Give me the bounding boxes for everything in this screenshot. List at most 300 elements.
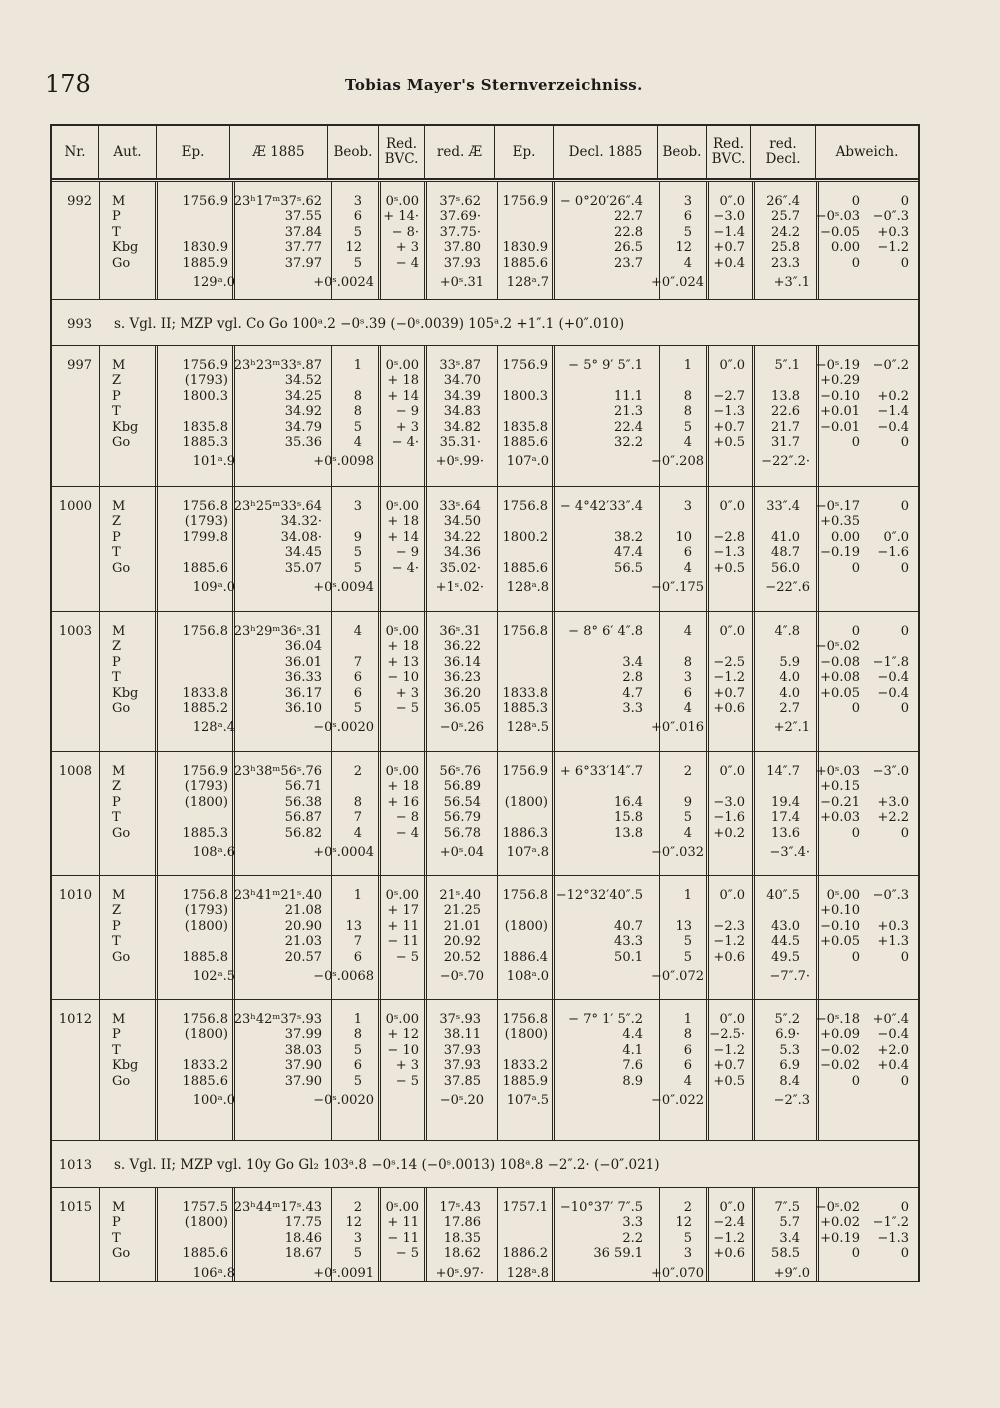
cell-aut: T (112, 404, 121, 420)
summary-ep2: 107ᵃ.5 (506, 1093, 549, 1108)
column-rule (378, 612, 381, 751)
column-rule (99, 1188, 100, 1281)
header-rule (52, 178, 918, 180)
column-rule (552, 612, 555, 751)
cell-dec: 22.8 (614, 224, 643, 240)
cell-red1: + 12 (387, 1027, 419, 1043)
cell-redra: 21ˢ.40 (439, 888, 481, 903)
summary-redra: −0ˢ.70 (439, 969, 484, 984)
cell-ab1: 0.00 (831, 240, 860, 256)
cell-beob1: 1 (353, 1012, 362, 1027)
cell-red2: −2.8 (713, 529, 745, 545)
column-rule (155, 612, 158, 751)
cell-redra: 56ˢ.76 (439, 764, 481, 779)
summary-ep2: 128ᵃ.5 (506, 720, 549, 736)
cell-ab2: 0 (900, 701, 909, 716)
summary-red1: +0ˢ.0024 (313, 275, 374, 290)
cell-beob1: 5 (353, 1246, 362, 1262)
cell-ep1: 1885.3 (182, 825, 228, 841)
entry-block-1015 (52, 1188, 918, 1282)
entry-number: 993 (67, 317, 92, 332)
cell-redra: 33ˢ.64 (439, 499, 481, 514)
cell-ab1: 0 (851, 825, 860, 841)
cell-beob2: 6 (683, 545, 692, 561)
cell-dec: 50.1 (614, 949, 643, 965)
cell-red1: − 4 (395, 255, 419, 271)
cell-ep1: 1885.6 (182, 560, 228, 576)
cell-redra: 35.02· (439, 560, 481, 576)
cell-red1: + 3 (395, 419, 419, 435)
cell-beob2: 8 (683, 654, 692, 670)
cell-ab2: 0 (900, 435, 909, 450)
cell-ep2: 1833.8 (502, 685, 548, 701)
cell-reddec: 48.7 (771, 545, 800, 561)
cell-redra: 37.75· (439, 224, 481, 240)
cell-ra: 20.57 (284, 949, 322, 965)
column-rule (816, 612, 819, 751)
cell-redra: 36.14 (443, 654, 481, 670)
cell-ra: 34.08· (280, 529, 322, 545)
cell-redra: 20.52 (443, 949, 481, 965)
cell-ab2: 0 (900, 255, 909, 271)
cell-beob2: 5 (683, 224, 692, 240)
cell-ab1: +0.03 (820, 810, 860, 826)
cell-dec: 4.1 (622, 1042, 643, 1058)
cell-ra: 37.90 (284, 1073, 322, 1089)
cell-beob2: 12 (675, 1215, 692, 1231)
cell-ab1: −0ˢ.02 (815, 1200, 860, 1215)
cell-beob2: 4 (683, 624, 692, 639)
cell-ab2: −0″.3 (872, 888, 909, 903)
cell-reddec: 26″.4 (766, 194, 800, 209)
cell-red1: + 18 (387, 514, 419, 530)
cell-ra: 18.46 (284, 1230, 322, 1246)
cell-ep1: (1800) (184, 1215, 228, 1231)
cell-ra: 36.10 (284, 701, 322, 716)
cell-reddec: 56.0 (771, 560, 800, 576)
cell-ab1: +0.02 (820, 1215, 860, 1231)
cell-ab2: 0 (900, 1073, 909, 1089)
cell-red2: 0″.0 (719, 764, 745, 779)
cell-dec: − 4°42′33″.4 (559, 499, 643, 514)
cell-beob2: 6 (683, 209, 692, 225)
cell-ab2: −1.4 (877, 404, 909, 420)
cell-aut: P (112, 1215, 121, 1231)
cell-red1: 0ˢ.00 (385, 1012, 419, 1027)
cell-ab2: +0″.4 (872, 1012, 909, 1027)
cell-ab1: 0 (851, 1073, 860, 1089)
cell-ab1: −0.01 (820, 419, 860, 435)
entry-number: 1015 (58, 1200, 92, 1215)
cell-reddec: 5.3 (779, 1042, 800, 1058)
cell-dec: − 7° 1′ 5″.2 (568, 1012, 643, 1027)
cell-ep2: 1885.6 (502, 560, 548, 576)
cell-dec: 3.4 (622, 654, 643, 670)
summary-red1: +0ˢ.0091 (313, 1265, 374, 1281)
column-rule (378, 1188, 381, 1281)
cell-reddec: 44.5 (771, 934, 800, 950)
column-rule (497, 612, 498, 751)
entry-number: 1010 (58, 888, 92, 903)
column-header-red-bvc2: Red. BVC. (707, 126, 751, 178)
cell-aut: T (112, 934, 121, 950)
cell-aut: P (112, 209, 121, 225)
entry-number: 997 (67, 358, 92, 373)
cell-ra: 37.77 (284, 240, 322, 256)
column-rule (816, 876, 819, 999)
cell-red1: − 4· (391, 435, 419, 450)
cell-ep1: (1800) (184, 918, 228, 934)
summary-redra: −0ˢ.26 (439, 720, 484, 736)
cell-beob2: 3 (683, 499, 692, 514)
cell-red2: 0″.0 (719, 358, 745, 373)
column-rule (497, 1188, 498, 1281)
cell-reddec: 4.0 (779, 670, 800, 686)
cell-ab1: −0.19 (820, 545, 860, 561)
column-rule (424, 346, 427, 486)
cell-beob2: 1 (683, 888, 692, 903)
summary-ep1: 129ᵃ.0 (192, 275, 235, 290)
cell-ep1: 1756.9 (182, 194, 228, 209)
cell-beob2: 12 (675, 240, 692, 256)
cell-aut: M (112, 1012, 126, 1027)
cell-redra: 36.20 (443, 685, 481, 701)
cell-aut: Kbg (112, 685, 139, 701)
column-rule (552, 1000, 555, 1140)
cell-dec: 4.4 (622, 1027, 643, 1043)
column-rule (424, 876, 427, 999)
column-rule (155, 876, 158, 999)
cell-ra: 38.03 (284, 1042, 322, 1058)
entry-number: 1000 (58, 499, 92, 514)
cell-beob1: 1 (353, 358, 362, 373)
entry-number: 1012 (58, 1012, 92, 1027)
cell-beob2: 4 (683, 560, 692, 576)
cell-beob1: 8 (353, 1027, 362, 1043)
cell-dec: 3.3 (622, 701, 643, 716)
cell-beob2: 5 (683, 1230, 692, 1246)
cell-ab2: −1.6 (877, 545, 909, 561)
cell-aut: P (112, 794, 121, 810)
cell-ep1: 1885.6 (182, 1073, 228, 1089)
column-rule (752, 876, 755, 999)
cell-aut: T (112, 810, 121, 826)
cell-beob2: 4 (683, 435, 692, 450)
cell-ra: 34.25 (284, 388, 322, 404)
entry-block-992 (52, 182, 918, 300)
cell-ra: 56.87 (284, 810, 322, 826)
cell-red1: − 9 (395, 404, 419, 420)
cell-aut: Go (112, 825, 131, 841)
cell-beob1: 8 (353, 388, 362, 404)
cell-red2: −2.5 (713, 654, 745, 670)
cell-red2: +0.7 (713, 685, 745, 701)
cell-reddec: 4″.8 (774, 624, 800, 639)
cell-redra: 37ˢ.62 (439, 194, 481, 209)
entry-block-1010 (52, 876, 918, 1000)
cell-red1: 0ˢ.00 (385, 764, 419, 779)
cell-reddec: 8.4 (779, 1073, 800, 1089)
cell-ab1: −0.02 (820, 1058, 860, 1074)
summary-red1: −0ˢ.0068 (313, 969, 374, 984)
column-rule (706, 1000, 709, 1140)
cell-redra: 36ˢ.31 (439, 624, 481, 639)
cell-beob1: 3 (353, 499, 362, 514)
cell-ep2: 1800.2 (502, 529, 548, 545)
cell-beob1: 9 (353, 529, 362, 545)
cell-ep1: 1756.8 (182, 624, 228, 639)
cell-beob1: 2 (353, 1200, 362, 1215)
column-rule (378, 487, 381, 611)
cell-red2: −1.3 (713, 545, 745, 561)
cell-ep1: (1800) (184, 1027, 228, 1043)
cell-ra: 34.32· (280, 514, 322, 530)
cell-aut: M (112, 624, 126, 639)
cell-beob2: 5 (683, 934, 692, 950)
column-rule (378, 876, 381, 999)
cell-aut: P (112, 529, 121, 545)
column-rule (99, 182, 100, 299)
cell-dec: 7.6 (622, 1058, 643, 1074)
cell-red1: + 18 (387, 373, 419, 389)
cell-red2: −1.2 (713, 1230, 745, 1246)
cell-red1: + 3 (395, 240, 419, 256)
cell-ra: 37.90 (284, 1058, 322, 1074)
summary-red2: +0″.024 (651, 275, 704, 290)
cell-reddec: 40″.5 (766, 888, 800, 903)
cell-ep2: 1800.3 (502, 388, 548, 404)
summary-red2: −0″.022 (651, 1093, 704, 1108)
cell-beob2: 4 (683, 255, 692, 271)
column-rule (552, 1188, 555, 1281)
cell-aut: Go (112, 255, 131, 271)
cell-ep1: 1885.8 (182, 949, 228, 965)
cell-ep2: 1757.1 (502, 1200, 548, 1215)
cell-ab1: +0.09 (820, 1027, 860, 1043)
cell-beob1: 5 (353, 701, 362, 716)
cell-reddec: 17.4 (771, 810, 800, 826)
cell-red1: − 9 (395, 545, 419, 561)
cell-beob1: 4 (353, 624, 362, 639)
cell-redra: 36.23 (443, 670, 481, 686)
cell-ep2: 1885.9 (502, 1073, 548, 1089)
cell-beob2: 6 (683, 685, 692, 701)
cell-reddec: 23.3 (771, 255, 800, 271)
column-header-red-ra: red. Æ (425, 126, 495, 178)
cell-beob1: 6 (353, 209, 362, 225)
column-header-red-decl: red. Decl. (751, 126, 816, 178)
cell-ra: 34.45 (284, 545, 322, 561)
cell-dec: −10°37′ 7″.5 (559, 1200, 643, 1215)
cell-ra: 36.17 (284, 685, 322, 701)
cell-ra: 23ʰ29ᵐ36ˢ.31 (233, 624, 322, 639)
cell-red1: − 11 (387, 1230, 419, 1246)
cell-beob2: 6 (683, 1042, 692, 1058)
column-rule (155, 346, 158, 486)
cell-redra: 56.89 (443, 779, 481, 795)
cell-beob2: 13 (675, 918, 692, 934)
cell-ep1: 1833.8 (182, 685, 228, 701)
cell-red1: + 3 (395, 685, 419, 701)
cell-redra: 17ˢ.43 (439, 1200, 481, 1215)
cell-red2: −1.2 (713, 670, 745, 686)
cell-ab2: −1″.2 (872, 1215, 909, 1231)
cell-redra: 37.93 (443, 1042, 481, 1058)
summary-redra: +0ˢ.99· (435, 454, 484, 470)
cell-ab1: −0ˢ.03 (815, 209, 860, 225)
cell-ab2: 0 (900, 949, 909, 965)
cell-ep1: 1885.6 (182, 1246, 228, 1262)
cell-red2: +0.6 (713, 701, 745, 716)
cell-red1: − 8 (395, 810, 419, 826)
cell-aut: Z (112, 639, 122, 655)
cell-ep2: 1885.6 (502, 255, 548, 271)
cell-red2: −2.5· (709, 1027, 745, 1043)
cell-red2: +0.7 (713, 419, 745, 435)
cell-redra: 37.93 (443, 1058, 481, 1074)
column-rule (378, 1000, 381, 1140)
summary-red1: −0ˢ.0020 (313, 720, 374, 736)
cell-ep2: (1800) (504, 918, 548, 934)
cell-red2: +0.5 (713, 1073, 745, 1089)
cell-ab2: +3.0 (877, 794, 909, 810)
column-rule (378, 346, 381, 486)
summary-reddec: +9″.0 (773, 1265, 810, 1281)
column-rule (497, 346, 498, 486)
summary-redra: +0ˢ.97· (435, 1265, 484, 1281)
cell-ep1: (1793) (184, 514, 228, 530)
column-rule (424, 487, 427, 611)
cell-ep2: (1800) (504, 794, 548, 810)
cell-red2: −1.2 (713, 1042, 745, 1058)
cell-dec: 3.3 (622, 1215, 643, 1231)
cell-ra: 34.92 (284, 404, 322, 420)
cell-red1: − 5 (395, 949, 419, 965)
column-header-ep2: Ep. (495, 126, 554, 178)
cell-beob2: 5 (683, 949, 692, 965)
cell-beob2: 5 (683, 810, 692, 826)
cell-beob2: 8 (683, 1027, 692, 1043)
cell-ep2: 1885.6 (502, 435, 548, 450)
cell-red2: +0.6 (713, 949, 745, 965)
cell-aut: Kbg (112, 240, 139, 256)
column-rule (155, 182, 158, 299)
column-rule (155, 487, 158, 611)
column-header-ra: Æ 1885 (230, 126, 328, 178)
cell-redra: 56.54 (443, 794, 481, 810)
entry-block-1012 (52, 1000, 918, 1141)
cell-ab1: −0.02 (820, 1042, 860, 1058)
page-number: 178 (45, 70, 91, 98)
cell-beob1: 7 (353, 654, 362, 670)
cell-ep2: 1756.8 (502, 624, 548, 639)
cell-beob2: 9 (683, 794, 692, 810)
entry-block-1003 (52, 612, 918, 752)
summary-redra: +0ˢ.04 (439, 845, 484, 860)
cell-redra: 37.93 (443, 255, 481, 271)
cell-ab1: 0ˢ.00 (826, 888, 860, 903)
cell-ab1: 0 (851, 194, 860, 209)
cell-redra: 34.82 (443, 419, 481, 435)
cell-reddec: 6.9 (779, 1058, 800, 1074)
cell-reddec: 31.7 (771, 435, 800, 450)
column-rule (155, 1188, 158, 1281)
column-rule (155, 1000, 158, 1140)
cell-ab2: −1.3 (877, 1230, 909, 1246)
summary-ep1: 101ᵃ.9 (192, 454, 235, 470)
page-header (0, 62, 1000, 102)
cell-dec: −12°32′40″.5 (555, 888, 643, 903)
cell-beob2: 4 (683, 825, 692, 841)
cell-ab1: 0.00 (831, 529, 860, 545)
cell-ep1: 1885.2 (182, 701, 228, 716)
cell-beob1: 5 (353, 224, 362, 240)
cell-aut: T (112, 670, 121, 686)
column-rule (497, 487, 498, 611)
summary-red2: −0″.032 (651, 845, 704, 860)
cell-redra: 18.35 (443, 1230, 481, 1246)
cell-redra: 56.78 (443, 825, 481, 841)
cell-dec: 56.5 (614, 560, 643, 576)
cell-aut: M (112, 499, 126, 514)
cell-reddec: 5.9 (779, 654, 800, 670)
column-rule (99, 752, 100, 875)
cell-redra: 33ˢ.87 (439, 358, 481, 373)
cell-ep2: 1756.8 (502, 888, 548, 903)
cell-ep1: 1830.9 (182, 240, 228, 256)
cell-dec: − 8° 6′ 4″.8 (568, 624, 643, 639)
column-header-red-bvc: Red. BVC. (379, 126, 425, 178)
summary-ep1: 128ᵃ.4 (192, 720, 235, 736)
cell-dec: 26.5 (614, 240, 643, 256)
cell-reddec: 5.7 (779, 1215, 800, 1231)
column-rule (99, 346, 100, 486)
cell-ra: 23ʰ23ᵐ33ˢ.87 (233, 358, 322, 373)
cell-ep2: 1886.2 (502, 1246, 548, 1262)
summary-redra: +1ˢ.02· (435, 580, 484, 595)
cell-ra: 23ʰ44ᵐ17ˢ.43 (233, 1200, 322, 1215)
cell-ab1: −0.10 (820, 918, 860, 934)
cell-redra: 37ˢ.93 (439, 1012, 481, 1027)
cell-aut: T (112, 1230, 121, 1246)
cell-aut: P (112, 918, 121, 934)
column-rule (424, 1188, 427, 1281)
cell-ra: 20.90 (284, 918, 322, 934)
cell-ep1: 1833.2 (182, 1058, 228, 1074)
summary-redra: −0ˢ.20 (439, 1093, 484, 1108)
cell-beob2: 8 (683, 388, 692, 404)
cell-ra: 23ʰ42ᵐ37ˢ.93 (233, 1012, 322, 1027)
cell-redra: 36.22 (443, 639, 481, 655)
cell-ra: 37.99 (284, 1027, 322, 1043)
cell-beob1: 13 (345, 918, 362, 934)
cell-reddec: 25.7 (771, 209, 800, 225)
summary-ep1: 106ᵃ.8 (192, 1265, 235, 1281)
cell-dec: 38.2 (614, 529, 643, 545)
cell-red2: −1.2 (713, 934, 745, 950)
cell-ab1: 0 (851, 701, 860, 716)
cell-red1: + 11 (387, 918, 419, 934)
cell-ab2: +1.3 (877, 934, 909, 950)
cell-ab1: −0ˢ.17 (815, 499, 860, 514)
cell-red2: −3.0 (713, 794, 745, 810)
cell-aut: M (112, 358, 126, 373)
cell-ep1: 1835.8 (182, 419, 228, 435)
summary-reddec: −22″.2· (761, 454, 810, 470)
column-rule (99, 876, 100, 999)
entry-number: 992 (67, 194, 92, 209)
cell-red2: 0″.0 (719, 194, 745, 209)
